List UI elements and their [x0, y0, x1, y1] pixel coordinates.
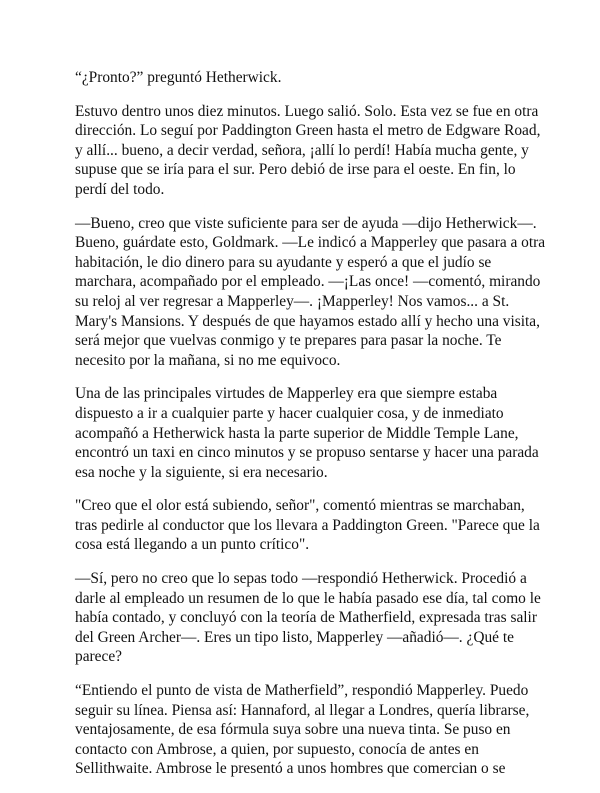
paragraph-2: Estuvo dentro unos diez minutos. Luego salió. Solo. Esta vez se fue en otra dirección. Lo seguí por Paddington Green hasta el metro de Edgware Road, y allí... bueno, a decir verdad, señora, ¡allí lo perdí! Había mucha gente, y supuse que se iría para el sur. Pero debió de irse para el oeste. En fin, lo perdí del todo.: [75, 102, 541, 198]
paragraph-4: Una de las principales virtudes de Mapperley era que siempre estaba dispuesto a ir a cualquier parte y hacer cualquier cosa, y de inmediato acompañó a Hetherwick hasta la parte superior de Middle Temple Lane, encontró un taxi en cinco minutos y se propuso sentarse y hacer una parada esa noche y la siguiente, si era necesario.: [75, 385, 539, 481]
paragraph-1: “¿Pronto?” preguntó Hetherwick.: [75, 69, 282, 86]
paragraph-3: —Bueno, creo que viste suficiente para ser de ayuda —dijo Hetherwick—. Bueno, guárdate esto, Goldmark. —Le indicó a Mapperley que pasara a otra habitación, le dio dinero para su ayudante y esperó a que el judío se marchara, acompañado por el empleado. —¡Las once! —comentó, mirando su reloj al ver regresar a Mapperley—. ¡Mapperley! Nos vamos... a St. Mary's Mansions. Y después de que hayamos estado allí y hecho una visita, será mejor que vuelvas conmigo y te prepares para pasar la noche. Te necesito por la mañana, si no me equivoco.: [75, 214, 546, 369]
paragraph-7: “Entiendo el punto de vista de Matherfield”, respondió Mapperley. Puedo seguir su línea. Piensa así: Hannaford, al llegar a Londres, quería librarse, ventajosamente, de esa fórmula suya sobre una nueva tinta. Se puso en contacto con Ambrose, a quien, por supuesto, conocía de antes en Sellithwaite. Ambrose le presentó a unos hombres que comercian o se: [75, 682, 530, 778]
document-page: [75, 68, 550, 793]
paragraph-6: —Sí, pero no creo que lo sepas todo —respondió Hetherwick. Procedió a darle al empleado un resumen de lo que le había pasado ese día, tal como le había contado, y concluyó con la teoría de Matherfield, expresada tras salir del Green Archer—. Eres un tipo listo, Mapperley —añadió—. ¿Qué te parece?: [75, 570, 541, 666]
paragraph-5: "Creo que el olor está subiendo, señor", comentó mientras se marchaban, tras pedirle al conductor que los llevara a Paddington Green. "Parece que la cosa está llegando a un punto crítico".: [75, 497, 540, 554]
